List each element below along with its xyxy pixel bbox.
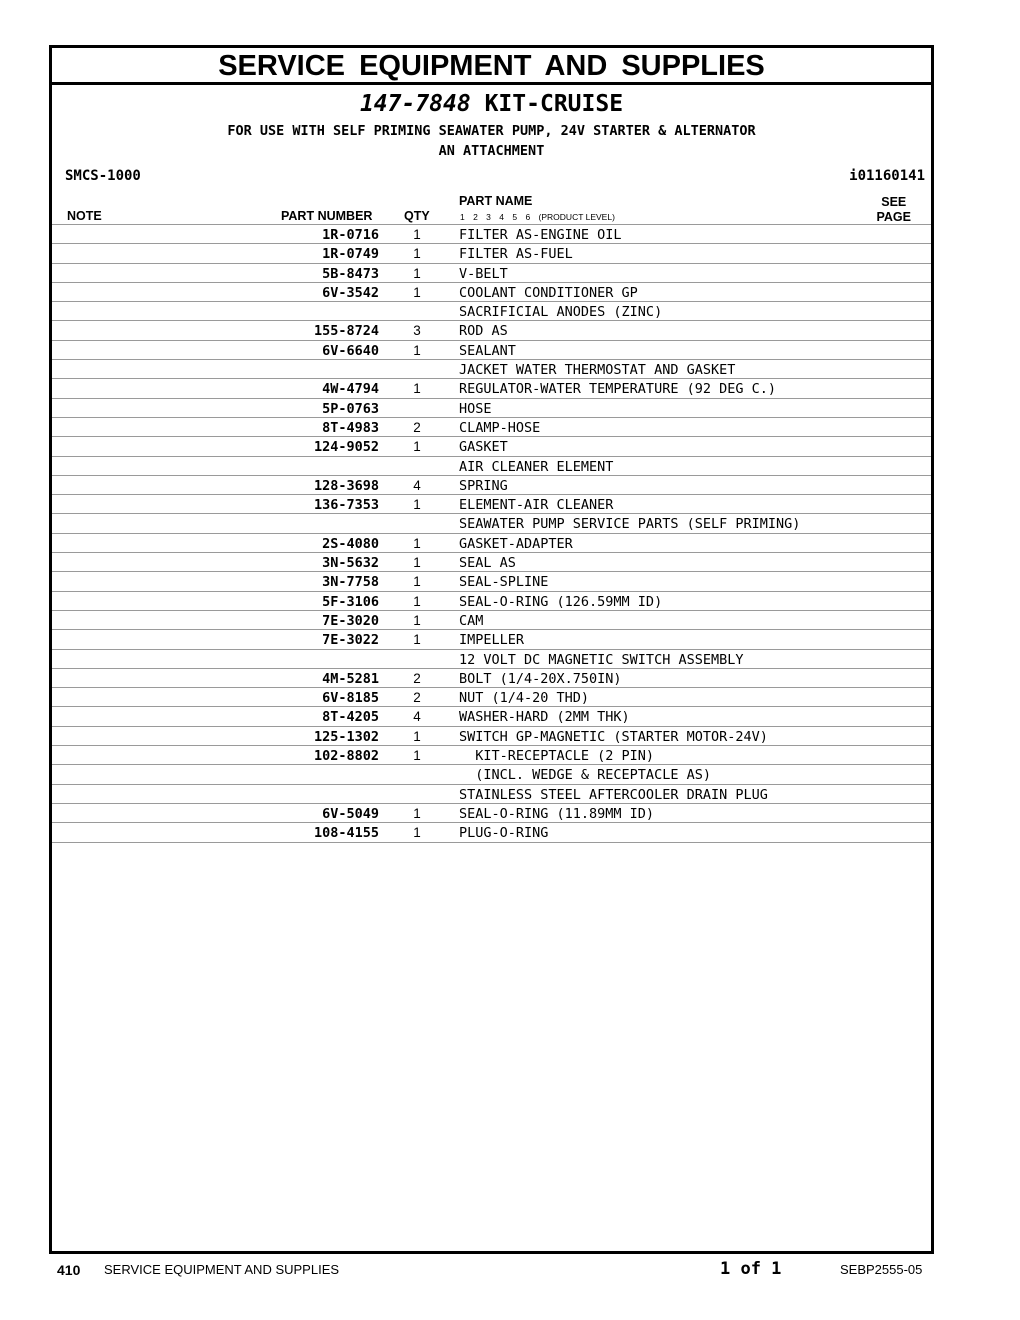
table-row xyxy=(52,399,931,418)
table-row xyxy=(52,688,931,707)
table-row xyxy=(52,264,931,283)
part-number-cell: 4M-5281 xyxy=(322,670,379,687)
table-row xyxy=(52,283,931,302)
part-name-cell: JACKET WATER THERMOSTAT AND GASKET xyxy=(459,362,736,379)
part-number-cell: 8T-4983 xyxy=(322,419,379,436)
part-number-cell: 6V-6640 xyxy=(322,342,379,359)
part-number-cell: 1R-0716 xyxy=(322,227,379,243)
product-level-header xyxy=(460,212,615,222)
part-name-cell: IMPELLER xyxy=(459,632,525,649)
header-page: PAGE xyxy=(876,210,911,224)
table-row xyxy=(52,321,931,340)
smcs-code: SMCS-1000 xyxy=(65,168,141,184)
footer-section: SERVICE EQUIPMENT AND SUPPLIES xyxy=(104,1262,340,1277)
part-name-cell: V-BELT xyxy=(459,265,508,282)
part-name-cell: AIR CLEANER ELEMENT xyxy=(459,458,614,475)
part-name-cell: SPRING xyxy=(459,477,508,494)
table-row xyxy=(52,553,931,572)
qty-cell: 1 xyxy=(413,381,421,397)
part-name-cell: FILTER AS-FUEL xyxy=(459,246,573,263)
table-row xyxy=(52,534,931,553)
table-row xyxy=(52,224,931,244)
page-frame xyxy=(49,45,934,1254)
part-number-cell: 7E-3022 xyxy=(322,632,379,649)
part-name-cell: GASKET-ADAPTER xyxy=(459,535,573,552)
qty-cell: 1 xyxy=(413,497,421,513)
part-number-cell: 108-4155 xyxy=(313,825,379,842)
table-row xyxy=(52,765,931,784)
part-number-cell: 124-9052 xyxy=(313,439,379,456)
header-see: SEE xyxy=(881,195,907,209)
product-level-label: (PRODUCT LEVEL) xyxy=(538,212,615,222)
part-name-cell: HOSE xyxy=(459,400,492,417)
part-name-cell: SEAL-SPLINE xyxy=(459,574,549,591)
table-row xyxy=(52,302,931,321)
header-see-page xyxy=(877,195,912,225)
header-part-number: PART NUMBER xyxy=(281,209,373,223)
qty-cell: 1 xyxy=(413,748,421,764)
table-row xyxy=(52,360,931,379)
kit-heading xyxy=(52,91,931,117)
kit-subtitle-line1: FOR USE WITH SELF PRIMING SEAWATER PUMP, 24V STARTER & ALTERNATOR xyxy=(227,123,756,139)
qty-cell: 1 xyxy=(413,632,421,648)
header-note: NOTE xyxy=(67,209,102,223)
part-name-cell: SEAL AS xyxy=(459,555,516,572)
table-row xyxy=(52,572,931,591)
kit-name: KIT-CRUISE xyxy=(484,91,624,117)
part-name-cell: COOLANT CONDITIONER GP xyxy=(459,284,638,301)
qty-cell: 2 xyxy=(413,419,421,435)
qty-cell: 1 xyxy=(413,284,421,300)
part-name-cell: FILTER AS-ENGINE OIL xyxy=(459,227,622,243)
kit-subtitle-line2: AN ATTACHMENT xyxy=(438,143,545,159)
parts-table xyxy=(52,224,931,843)
table-row xyxy=(52,418,931,437)
part-number-cell: 125-1302 xyxy=(313,728,379,745)
table-row xyxy=(52,514,931,533)
part-name-cell: (INCL. WEDGE & RECEPTACLE AS) xyxy=(459,767,711,784)
part-name-cell: SEAWATER PUMP SERVICE PARTS (SELF PRIMING) xyxy=(459,516,801,533)
table-row xyxy=(52,669,931,688)
part-number-cell: 1R-0749 xyxy=(322,246,379,263)
table-row xyxy=(52,379,931,398)
part-number-cell: 128-3698 xyxy=(313,477,379,494)
table-row xyxy=(52,785,931,804)
part-name-cell: NUT (1/4-20 THD) xyxy=(459,690,590,707)
qty-cell: 1 xyxy=(413,342,421,358)
qty-cell: 1 xyxy=(413,246,421,262)
part-name-cell: STAINLESS STEEL AFTERCOOLER DRAIN PLUG xyxy=(459,786,768,803)
part-name-cell: ROD AS xyxy=(459,323,508,340)
part-name-cell: CLAMP-HOSE xyxy=(459,419,541,436)
part-number-cell: 5B-8473 xyxy=(322,265,379,282)
qty-cell: 1 xyxy=(413,593,421,609)
part-name-cell: PLUG-O-RING xyxy=(459,825,549,842)
part-number-cell: 8T-4205 xyxy=(322,709,379,726)
part-name-cell: GASKET xyxy=(459,439,508,456)
qty-cell: 1 xyxy=(413,439,421,455)
header-part-name: PART NAME xyxy=(459,194,533,208)
part-number-cell: 5P-0763 xyxy=(322,400,379,417)
qty-cell: 1 xyxy=(413,728,421,744)
table-row xyxy=(52,746,931,765)
part-number-cell: 3N-7758 xyxy=(322,574,379,591)
page-of: 1 of 1 xyxy=(720,1259,782,1279)
page-number: 410 xyxy=(57,1262,81,1278)
qty-cell: 3 xyxy=(413,323,421,339)
qty-cell: 2 xyxy=(413,690,421,706)
part-name-cell: BOLT (1/4-20X.750IN) xyxy=(459,670,622,687)
table-row xyxy=(52,630,931,649)
part-name-cell: SEAL-O-RING (126.59MM ID) xyxy=(459,593,663,610)
qty-cell: 4 xyxy=(413,709,421,725)
qty-cell: 1 xyxy=(413,825,421,841)
qty-cell: 1 xyxy=(413,612,421,628)
part-name-cell: SEAL-O-RING (11.89MM ID) xyxy=(459,805,655,822)
header-qty: QTY xyxy=(404,209,430,223)
qty-cell: 1 xyxy=(413,227,421,242)
part-number-cell: 6V-5049 xyxy=(322,805,379,822)
part-name-cell: KIT-RECEPTACLE (2 PIN) xyxy=(459,748,655,765)
table-row xyxy=(52,804,931,823)
part-number-cell: 2S-4080 xyxy=(322,535,379,552)
part-name-cell: CAM xyxy=(459,612,484,629)
part-number-cell: 6V-8185 xyxy=(322,690,379,707)
part-number-cell: 6V-3542 xyxy=(322,284,379,301)
document-id: SEBP2555-05 xyxy=(840,1262,923,1277)
qty-cell: 4 xyxy=(413,477,421,493)
table-row xyxy=(52,650,931,669)
kit-number: 147-7848 xyxy=(359,91,471,117)
table-row xyxy=(52,437,931,456)
table-row xyxy=(52,592,931,611)
part-name-cell: SEALANT xyxy=(459,342,516,359)
table-row xyxy=(52,341,931,360)
table-row xyxy=(52,707,931,726)
part-number-cell: 102-8802 xyxy=(313,748,379,765)
table-row xyxy=(52,727,931,746)
part-number-cell: 136-7353 xyxy=(313,497,379,514)
qty-cell: 1 xyxy=(413,574,421,590)
table-row xyxy=(52,476,931,495)
table-row xyxy=(52,244,931,263)
qty-cell: 1 xyxy=(413,535,421,551)
page-title: SERVICE EQUIPMENT AND SUPPLIES xyxy=(52,48,931,85)
qty-cell: 1 xyxy=(413,555,421,571)
table-row xyxy=(52,495,931,514)
table-row xyxy=(52,457,931,476)
part-name-cell: SWITCH GP-MAGNETIC (STARTER MOTOR-24V) xyxy=(459,728,768,745)
part-name-cell: SACRIFICIAL ANODES (ZINC) xyxy=(459,304,663,321)
part-name-cell: WASHER-HARD (2MM THK) xyxy=(459,709,630,726)
reference-id: i01160141 xyxy=(849,168,925,184)
qty-cell: 1 xyxy=(413,805,421,821)
part-number-cell: 4W-4794 xyxy=(322,381,379,398)
part-number-cell: 7E-3020 xyxy=(322,612,379,629)
part-number-cell: 5F-3106 xyxy=(322,593,379,610)
part-name-cell: REGULATOR-WATER TEMPERATURE (92 DEG C.) xyxy=(459,381,776,398)
part-number-cell: 155-8724 xyxy=(313,323,379,340)
qty-cell: 1 xyxy=(413,265,421,281)
part-number-cell: 3N-5632 xyxy=(322,555,379,572)
level-numbers: 1 2 3 4 5 6 xyxy=(460,212,531,222)
table-row xyxy=(52,823,931,842)
part-name-cell: 12 VOLT DC MAGNETIC SWITCH ASSEMBLY xyxy=(459,651,744,668)
qty-cell: 2 xyxy=(413,670,421,686)
part-name-cell: ELEMENT-AIR CLEANER xyxy=(459,497,614,514)
table-row xyxy=(52,611,931,630)
